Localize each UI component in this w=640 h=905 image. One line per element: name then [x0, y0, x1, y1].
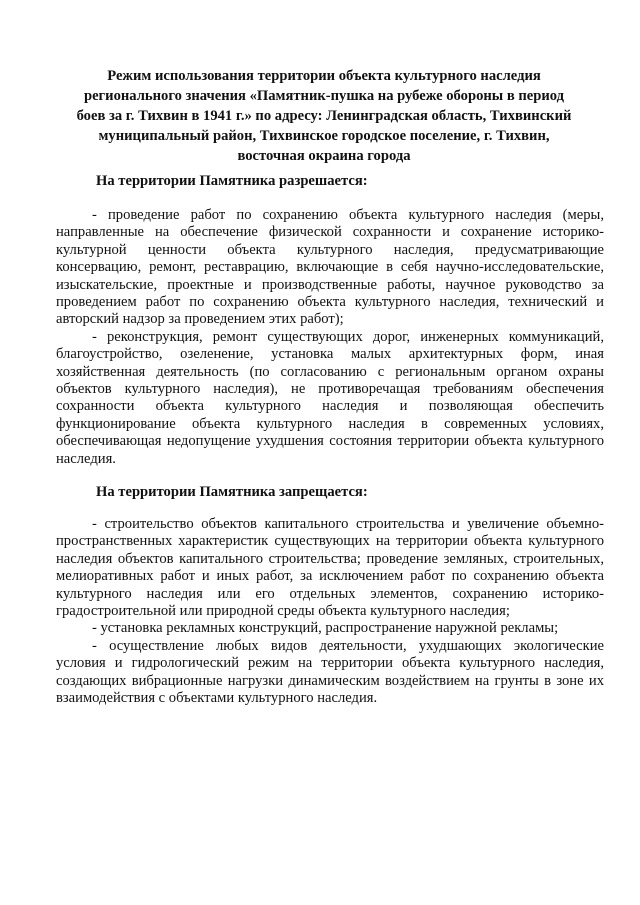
- allowed-section: [56, 207, 604, 468]
- forbidden-item: - строительство объектов капитального строительства и увеличение объемно-пространственных характеристик существующих на территории объекта культурного наследия объектов капитального строительства; проведение земляных, строительных, мелиоративных работ и иных работ, за исключением работ по сохранению объекта культурного наследия или его отдельных элементов, сохранению историко-градостроительной или природной среды объекта культурного наследия;: [56, 516, 604, 620]
- forbidden-section: [56, 516, 604, 707]
- forbidden-item: - установка рекламных конструкций, распространение наружной рекламы;: [92, 620, 559, 637]
- forbidden-item: - осуществление любых видов деятельности, ухудшающих экологические условия и гидрологический режим на территории объекта культурного наследия, создающих вибрационные нагрузки динамическим воздействием на грунты в зоне их взаимодействия с объектами культурного наследия.: [56, 637, 604, 707]
- document-title: Режим использования территории объекта культурного наследия регионального значения «Памятник-пушка на рубеже обороны в период боев за г. Тихвин в 1941 г.» по адресу: Ленинградская область, Тихвинский муниципальный район, Тихвинское городское поселение, г. Тихвин, восточная окраина города: [76, 68, 572, 164]
- allowed-item: - проведение работ по сохранению объекта культурного наследия (меры, направленные на обеспечение физической сохранности и сохранение историко-культурной ценности объекта культурного наследия, предусматривающие консервацию, ремонт, реставрацию, включающие в себя научно-исследовательские, изыскательские, проектные и производственные работы, научное руководство за проведением работ по сохранению объекта культурного наследия, технический и авторский надзор за проведением этих работ);: [56, 207, 604, 328]
- allowed-heading: На территории Памятника разрешается:: [96, 173, 368, 189]
- forbidden-heading: На территории Памятника запрещается:: [96, 484, 368, 500]
- allowed-item: - реконструкция, ремонт существующих дорог, инженерных коммуникаций, благоустройство, озеленение, установка малых архитектурных форм, иная хозяйственная деятельность (по согласованию с региональным органом охраны объектов культурного наследия), не противоречащая требованиям обеспечения сохранности объекта культурного наследия и позволяющая обеспечить функционирование объекта культурного наследия в современных условиях, обеспечивающая недопущение ухудшения состояния территории объекта культурного наследия.: [56, 328, 604, 467]
